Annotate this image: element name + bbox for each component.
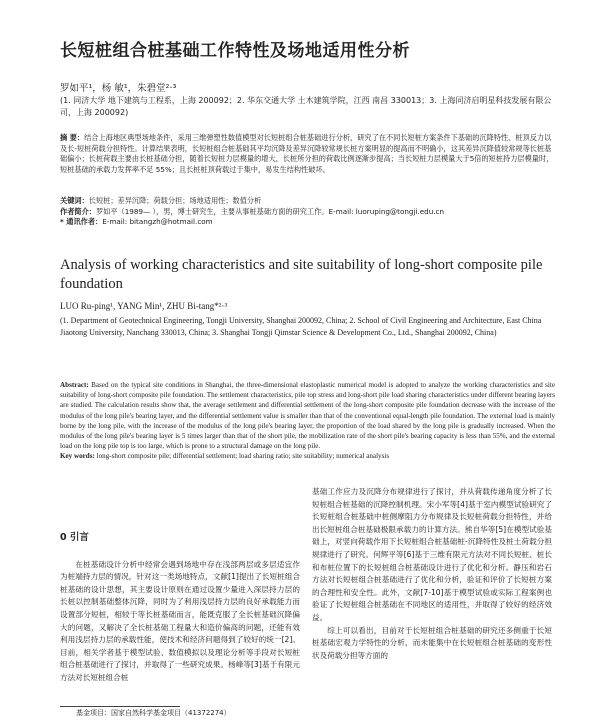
authors-en: LUO Ru-ping¹, YANG Min¹, ZHU Bi-tang*²·³	[60, 301, 228, 311]
affiliation-cn: (1. 同济大学 地下建筑与工程系，上海 200092；2. 华东交通大学 土木建筑学院，江西 南昌 330013；3. 上海同济启明星科技发展有限公司，上海 200092)	[60, 96, 552, 117]
affiliation-en: (1. Department of Geotechnical Engineering, Tongji University, Shanghai 200092, China; 2. School of Civil Engineering and Architecture, East China Jiaotong University, Nanchang 330013, China; 3. Shanghai Tongji Qimstar Science & Development Co., Ltd., Shanghai 200092, China)	[60, 316, 542, 337]
paper-title-cn: 长短桩组合桩基础工作特性及场地适用性分析	[60, 41, 410, 61]
footnote-divider	[60, 706, 180, 707]
body-paragraph: 基础工作应力及沉降分布规律进行了探讨，并从荷载传递角度分析了长短桩组合桩基础的沉降控制机理。宋小军等[4]基于室内模型试验研究了长短桩组合桩基础中桩侧摩阻力分布规律及长短桩荷载分担特性，并给出长短桩组合桩基础极限承载力的计算方法。熊自华等[5]在模型试验基础上，对竖向荷载作用下长短桩组合桩基础桩-沉降特性及桩土荷载分担规律进行了研究。何辉平等[6]基于三维有限元方法对不同长短桩、桩长和布桩位置下的长短桩组合桩基础设计进行了优化和分析。静压和岩石方法对长短桩组合桩基础进行了优化和分析，验证和评价了长短桩方案的合理性和安全性。此外，文献[7-10]基于模型试验或实际工程案例也验证了长短桩组合桩基础在不同地区的适用性，并取得了较好的经济效益。	[312, 487, 552, 622]
body-paragraph: 综上可以看出，目前对于长短桩组合桩基础的研究还多侧重于长短桩基础宏观力学特性的分析，而未能集中在长短桩组合桩基础的变形性状及荷载分担等方面的	[312, 625, 552, 660]
abstract-text-en: Based on the typical site conditions in Shanghai, the three-dimensional elastoplastic numerical model is adopted to analyze the working characteristics and site suitability of long-short composite pile foundation. The settlement characteristics, pile top stress and long-short pile load sharing characteristics under different bearing layers are studied. The calculation results show that, the average settlement and differential settlement of the long-short composite pile foundation decrease with the increase of the modulus of the long pile's bearing layer, and the differential settlement value is smaller than that of the conventional equal-length pile foundation. The external load is mainly borne by the long pile, with the increase of the modulus of the long pile's bearing layer, the proportion of the load shared by the long pile is gradually increased. When the modulus of the long pile's bearing layer is 5 times larger than that of the short pile, the mobilization rate of the short pile's bearing capacity is less than 55%, and the external load on the long pile top is too large, which is prone to a structural damage on the long pile.	[60, 381, 555, 451]
keywords-cn: 长短桩；差异沉降；荷载分担；场地适用性；数值分析	[88, 196, 262, 205]
corresponding-email: E-mail: bitangzh@hotmail.com	[102, 217, 213, 227]
abstract-label-en: Abstract:	[60, 381, 89, 389]
paper-title-en: Analysis of working characteristics and site suitability of long-short composite pile foundation	[60, 257, 543, 292]
cn-meta-block	[60, 196, 555, 228]
keywords-label-en: Key words:	[60, 452, 95, 461]
author-bio: 罗如平（1989— ），男，博士研究生，主要从事桩基础方面的研究工作。E-mail: luoruping@tongji.edu.cn	[95, 206, 445, 216]
body-left-column	[60, 532, 300, 685]
section-heading-intro: 0 引言	[60, 532, 89, 543]
abstract-cn	[60, 133, 555, 175]
abstract-en	[60, 380, 555, 462]
body-paragraph: 在桩基础设计分析中经常会遇到场地中存在浅部两层或多层适宜作为桩端持力层的情况，针对这一类场地特点，文献[1]提出了长短桩组合桩基础的设计思想，其主要设计原则在通过设置少量进入深层持力层的长桩以控制基础整体沉降，同时为了利用浅层持力层的良好承载能力而设置部分短桩，相较于等长桩基础而言，能既克服了全长桩基础沉降偏大的问题，又解决了全长桩基础工程量大和造价偏高的问题，还能有效利用浅层持力层的承载性能，使技术和经济问题得到了较好的统一[2]。目前，相关学者基于模型试验、数值模拟以及理论分析等手段对长短桩组合桩基础进行了探讨，并取得了一些研究成果。杨峰等[3]基于有限元方法对长短桩组合桩	[60, 559, 300, 682]
author-bio-line	[60, 207, 555, 218]
keywords-en: long-short composite pile; differential settlement; load sharing ratio; site suitability; numerical analysis	[96, 452, 390, 461]
body-right-column	[312, 486, 552, 662]
corresponding-label: * 通讯作者：	[60, 217, 103, 227]
abstract-label-cn: 摘 要：	[60, 133, 85, 142]
abstract-text-cn: 结合上海地区典型场地条件，采用三维弹塑性数值模型对长短桩组合桩基础进行分析，研究了在不同长短桩方案条件下基础的沉降特性、桩顶反力以及长-短桩荷载分担特性。计算结果表明，长短桩组合桩基础其平均沉降及差异沉降较常规长桩方案明显的提高而不明确小，这其差异沉降值较常规等长桩基础偏小；长桩荷载主要由长桩基础分担，随着长短桩力层模量的增大，长桩所分担的荷载比例逐渐步提高；当长短桩力层模量大于5倍的短桩持力层模量时，短桩基础的承载力发挥率不足 55%；且长桩桩顶荷载过于集中，易发生结构性破坏。	[60, 133, 554, 174]
corresponding-line	[60, 217, 555, 228]
authors-cn: 罗如平¹，杨 敏¹，朱碧堂²·³	[60, 83, 177, 94]
keywords-cn-line	[60, 196, 555, 207]
funding-footnote: 基金项目：国家自然科学基金项目（41372274）	[76, 709, 231, 717]
keywords-label-cn: 关键词：	[60, 196, 89, 205]
author-bio-label: 作者简介：	[60, 206, 96, 216]
